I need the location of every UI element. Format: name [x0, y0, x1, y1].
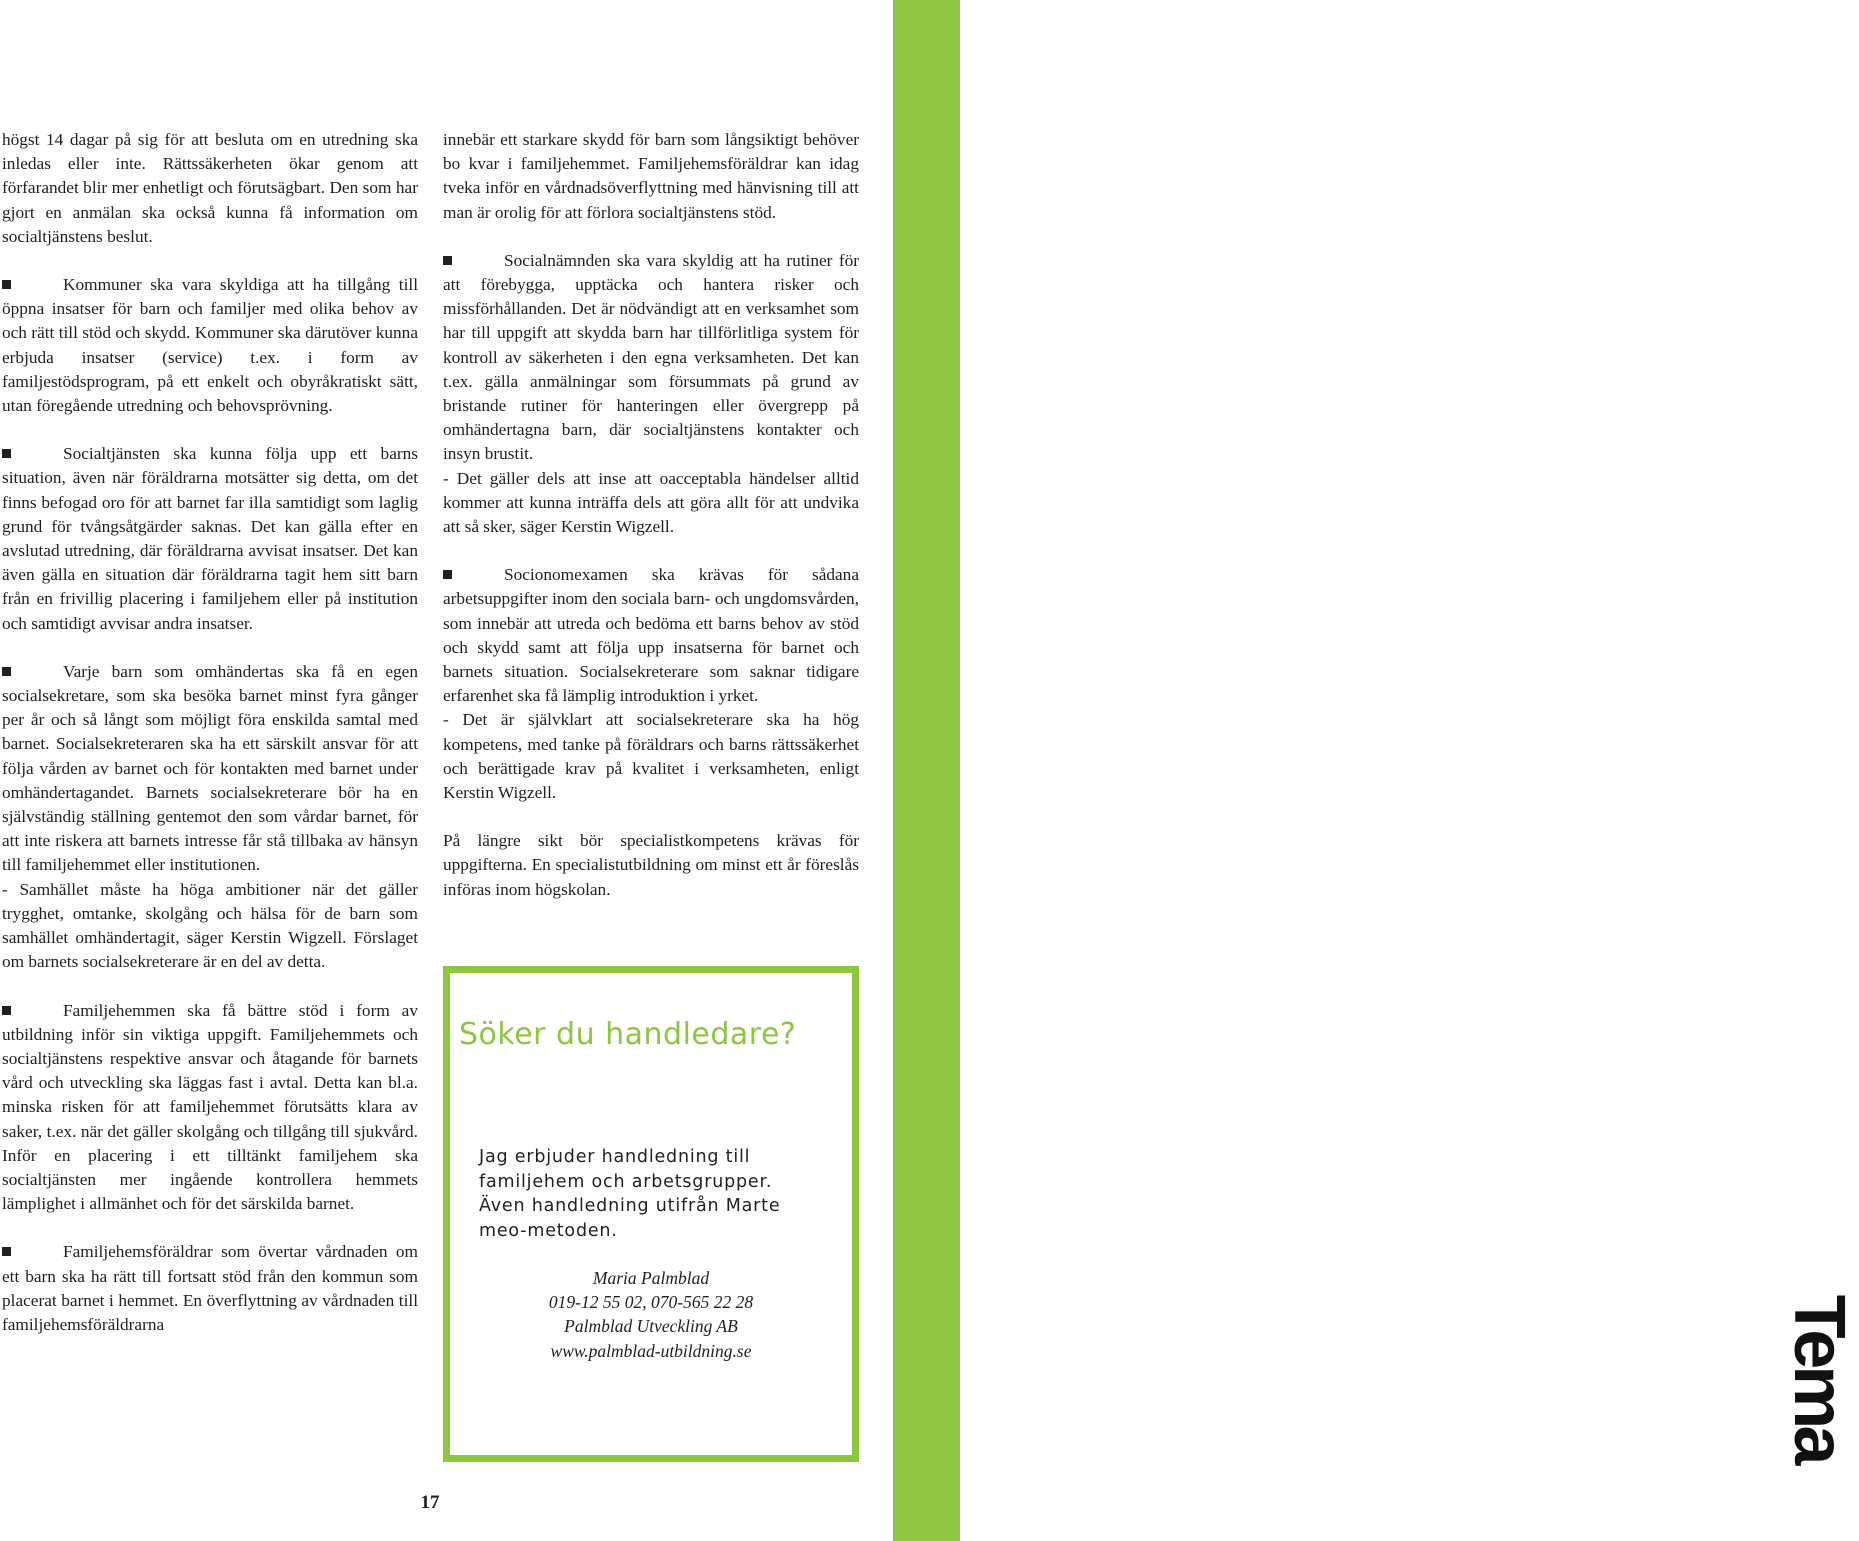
section-tab-label: Tema [1779, 1294, 1859, 1462]
page-number: 17 [420, 1492, 440, 1513]
bullet-paragraph: Varje barn som omhändertas ska få en egen socialsekretare, som ska besöka barnet minst fyra gånger per år och så långt som möjligt föra enskilda samtal med barnet. Socialsekreteraren ska ha ett särskilt ansvar för att följa vården av barnet och för kontakten med barnet under omhändertagandet. Barnets socialsekreterare bör ha en självständig ställning gentemot den som vårdar barnet, för att inte riskera att barnets intresse får stå tillbaka av hänsyn till familjehemmet eller institutionen. [2, 661, 418, 875]
left-text-column [2, 128, 418, 1337]
square-bullet-icon [443, 570, 452, 579]
paragraph: innebär ett starkare skydd för barn som långsiktigt behöver bo kvar i familjehemmet. Familjehemsföräldrar kan idag tveka inför en vårdnadsöverflyttning med hänvisning till att man är orolig för att förlora socialtjänstens stöd. [443, 130, 859, 222]
advertisement-box [443, 966, 859, 1462]
square-bullet-icon [2, 280, 11, 289]
quote-paragraph: - Det gäller dels att inse att oacceptabla händelser alltid kommer att kunna inträffa dels att göra allt för att undvika att så sker, säger Kerstin Wigzell. [443, 468, 859, 537]
contact-website[interactable]: www.palmblad-utbildning.se [550, 1340, 752, 1361]
ad-contact [450, 1266, 852, 1363]
bullet-paragraph: Familjehemmen ska få bättre stöd i form av utbildning inför sin viktiga uppgift. Familjehemmets och socialtjänstens respektive ansvar och åtagande för barnets vård och utveckling ska läggas fast i avtal. Detta kan bl.a. minska risken för att familjehemmet förutsätts klara av saker, t.ex. när det gäller skolgång och tillgång till sjukvård. Inför en placering i ett tilltänkt familjehem ska socialtjänsten mer ingående kontrollera hemmets lämplighet i allmänhet och för det särskilda barnet. [2, 1000, 418, 1214]
bullet-paragraph: Familjehemsföräldrar som övertar vårdnaden om ett barn ska ha rätt till fortsatt stöd från den kommun som placerat barnet i hemmet. En överflyttning av vårdnaden till familjehemsföräldrarna [2, 1242, 418, 1334]
ad-body: Jag erbjuder handledning till familjehem och arbetsgrupper. Även handledning utifrån Marte meo-metoden. [479, 1147, 781, 1241]
bullet-paragraph: Kommuner ska vara skyldiga att ha tillgång till öppna insatser för barn och familjer med olika behov av och rätt till stöd och skydd. Kommuner ska därutöver kunna erbjuda insatser (service) t.ex. i form av familjestödsprogram, på ett enkelt och obyråkratiskt sätt, utan föregående utredning och behovsprövning. [2, 275, 418, 416]
contact-phone: 019-12 55 02, 070-565 22 28 [548, 1292, 754, 1313]
bullet-paragraph: Socionomexamen ska krävas för sådana arbetsuppgifter inom den sociala barn- och ungdomsvården, som innebär att utreda och bedöma ett barns behov av stöd och skydd samt att följa upp insatserna för barnet och barnets situation. Socialsekreterare som saknar tidigare erfarenhet ska få lämplig introduktion i yrket. [443, 565, 859, 706]
bullet-paragraph: Socialnämnden ska vara skyldig att ha rutiner för att förebygga, upptäcka och hantera risker och missförhållanden. Det är nödvändigt att en verksamhet som har till uppgift att skydda barn har tillförlitliga system för kontroll av säkerheten i den egna verksamheten. Det kan t.ex. gälla anmälningar som försummats på grund av bristande rutiner för hanteringen eller övergrepp på omhändertagna barn, där socialtjänstens kontakter och insyn brustit. [443, 250, 859, 464]
contact-company: Palmblad Utveckling AB [564, 1316, 738, 1337]
quote-paragraph: - Samhället måste ha höga ambitioner när det gäller trygghet, omtanke, skolgång och hälsa för de barn som samhället omhändertagit, säger Kerstin Wigzell. Förslaget om barnets socialsekreterare är en del av detta. [2, 879, 418, 972]
quote-paragraph: - Det är självklart att socialsekreterare ska ha hög kompetens, med tanke på föräldrars och barns rättssäkerhet och berättigade krav på kvalitet i verksamheten, enligt Kerstin Wigzell. [443, 710, 859, 803]
paragraph: På längre sikt bör specialistkompetens krävas för uppgifterna. En specialistutbildning om minst ett år föreslås införas inom högskolan. [443, 831, 859, 899]
square-bullet-icon [443, 256, 452, 265]
section-tab-bar [893, 0, 1859, 1541]
square-bullet-icon [2, 449, 11, 458]
square-bullet-icon [2, 1006, 11, 1015]
square-bullet-icon [2, 1247, 11, 1256]
bullet-paragraph: Socialtjänsten ska kunna följa upp ett barns situation, även när föräldrarna motsätter sig detta, om det finns befogad oro för att barnet far illa samtidigt som laglig grund för tvångsåtgärder saknas. Det kan gälla efter en avslutad utredning, där föräldrarna avvisat insatser. Det kan även gälla en situation där föräldrarna tagit hem sitt barn från en frivillig placering i familjehem eller på institution och samtidigt avvisar andra insatser. [2, 444, 418, 633]
right-text-column [443, 128, 859, 902]
square-bullet-icon [2, 667, 11, 676]
contact-name: Maria Palmblad [592, 1268, 710, 1288]
paragraph: högst 14 dagar på sig för att besluta om en utredning ska inledas eller inte. Rättssäkerheten ökar genom att förfarandet blir mer enhetligt och förutsägbart. Den som har gjort en anmälan ska också kunna få information om socialtjänstens beslut. [2, 130, 418, 246]
ad-title: Söker du handledare? [459, 1017, 797, 1052]
